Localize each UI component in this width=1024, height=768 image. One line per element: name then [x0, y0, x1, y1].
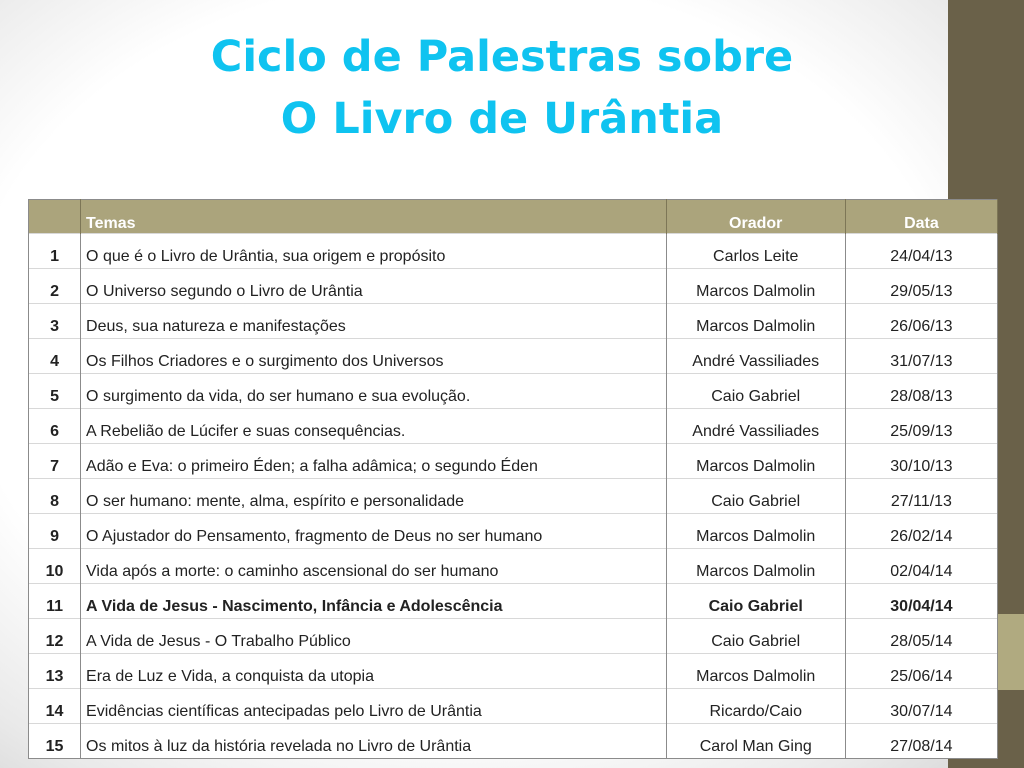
row-orador: André Vassiliades	[666, 339, 845, 374]
table-row	[29, 724, 998, 759]
row-number: 7	[29, 444, 81, 479]
side-band-accent	[998, 614, 1024, 690]
table-header-row	[29, 200, 998, 234]
row-number: 14	[29, 689, 81, 724]
row-data: 30/07/14	[845, 689, 997, 724]
row-orador: Caio Gabriel	[666, 584, 845, 619]
table-row	[29, 269, 998, 304]
row-number: 8	[29, 479, 81, 514]
row-tema: Deus, sua natureza e manifestações	[81, 304, 667, 339]
row-orador: Carlos Leite	[666, 234, 845, 269]
row-orador: Marcos Dalmolin	[666, 269, 845, 304]
table-row	[29, 654, 998, 689]
row-number: 6	[29, 409, 81, 444]
table-row	[29, 514, 998, 549]
row-tema: A Vida de Jesus - Nascimento, Infância e Adolescência	[81, 584, 667, 619]
row-number: 4	[29, 339, 81, 374]
row-tema: Evidências científicas antecipadas pelo Livro de Urântia	[81, 689, 667, 724]
row-data: 24/04/13	[845, 234, 997, 269]
row-data: 29/05/13	[845, 269, 997, 304]
row-data: 26/06/13	[845, 304, 997, 339]
row-data: 27/08/14	[845, 724, 997, 759]
table-row	[29, 689, 998, 724]
row-orador: Marcos Dalmolin	[666, 444, 845, 479]
row-number: 13	[29, 654, 81, 689]
row-tema: O surgimento da vida, do ser humano e sua evolução.	[81, 374, 667, 409]
row-orador: André Vassiliades	[666, 409, 845, 444]
row-number: 12	[29, 619, 81, 654]
row-data: 31/07/13	[845, 339, 997, 374]
row-tema: O Ajustador do Pensamento, fragmento de Deus no ser humano	[81, 514, 667, 549]
row-number: 1	[29, 234, 81, 269]
row-orador: Marcos Dalmolin	[666, 549, 845, 584]
row-number: 5	[29, 374, 81, 409]
table-row	[29, 234, 998, 269]
row-tema: Os mitos à luz da história revelada no Livro de Urântia	[81, 724, 667, 759]
table-row	[29, 619, 998, 654]
row-number: 11	[29, 584, 81, 619]
row-tema: O Universo segundo o Livro de Urântia	[81, 269, 667, 304]
row-number: 9	[29, 514, 81, 549]
title-line-2: O Livro de Urântia	[280, 94, 724, 144]
row-data: 30/10/13	[845, 444, 997, 479]
table-row	[29, 549, 998, 584]
row-data: 28/08/13	[845, 374, 997, 409]
row-tema: Adão e Eva: o primeiro Éden; a falha adâmica; o segundo Éden	[81, 444, 667, 479]
row-orador: Caio Gabriel	[666, 619, 845, 654]
header-orador: Orador	[666, 200, 845, 234]
row-orador: Marcos Dalmolin	[666, 304, 845, 339]
row-tema: O que é o Livro de Urântia, sua origem e propósito	[81, 234, 667, 269]
page-title	[0, 26, 1004, 150]
row-orador: Caio Gabriel	[666, 374, 845, 409]
row-tema: A Rebelião de Lúcifer e suas consequências.	[81, 409, 667, 444]
table-row	[29, 479, 998, 514]
row-number: 3	[29, 304, 81, 339]
row-data: 28/05/14	[845, 619, 997, 654]
row-orador: Marcos Dalmolin	[666, 654, 845, 689]
row-data: 30/04/14	[845, 584, 997, 619]
row-data: 25/06/14	[845, 654, 997, 689]
header-data: Data	[845, 200, 997, 234]
row-tema: Era de Luz e Vida, a conquista da utopia	[81, 654, 667, 689]
row-orador: Ricardo/Caio	[666, 689, 845, 724]
row-orador: Carol Man Ging	[666, 724, 845, 759]
row-tema: A Vida de Jesus - O Trabalho Público	[81, 619, 667, 654]
table-row	[29, 584, 998, 619]
row-number: 2	[29, 269, 81, 304]
row-tema: Vida após a morte: o caminho ascensional do ser humano	[81, 549, 667, 584]
row-number: 10	[29, 549, 81, 584]
row-orador: Marcos Dalmolin	[666, 514, 845, 549]
row-tema: O ser humano: mente, alma, espírito e personalidade	[81, 479, 667, 514]
table-row	[29, 339, 998, 374]
row-tema: Os Filhos Criadores e o surgimento dos Universos	[81, 339, 667, 374]
header-num	[29, 200, 81, 234]
header-temas: Temas	[81, 200, 667, 234]
lecture-schedule-table	[28, 199, 998, 759]
row-number: 15	[29, 724, 81, 759]
row-data: 25/09/13	[845, 409, 997, 444]
table-row	[29, 409, 998, 444]
title-line-1: Ciclo de Palestras sobre	[210, 32, 794, 82]
row-data: 02/04/14	[845, 549, 997, 584]
table-row	[29, 444, 998, 479]
row-data: 27/11/13	[845, 479, 997, 514]
row-data: 26/02/14	[845, 514, 997, 549]
table-row	[29, 304, 998, 339]
row-orador: Caio Gabriel	[666, 479, 845, 514]
table-row	[29, 374, 998, 409]
